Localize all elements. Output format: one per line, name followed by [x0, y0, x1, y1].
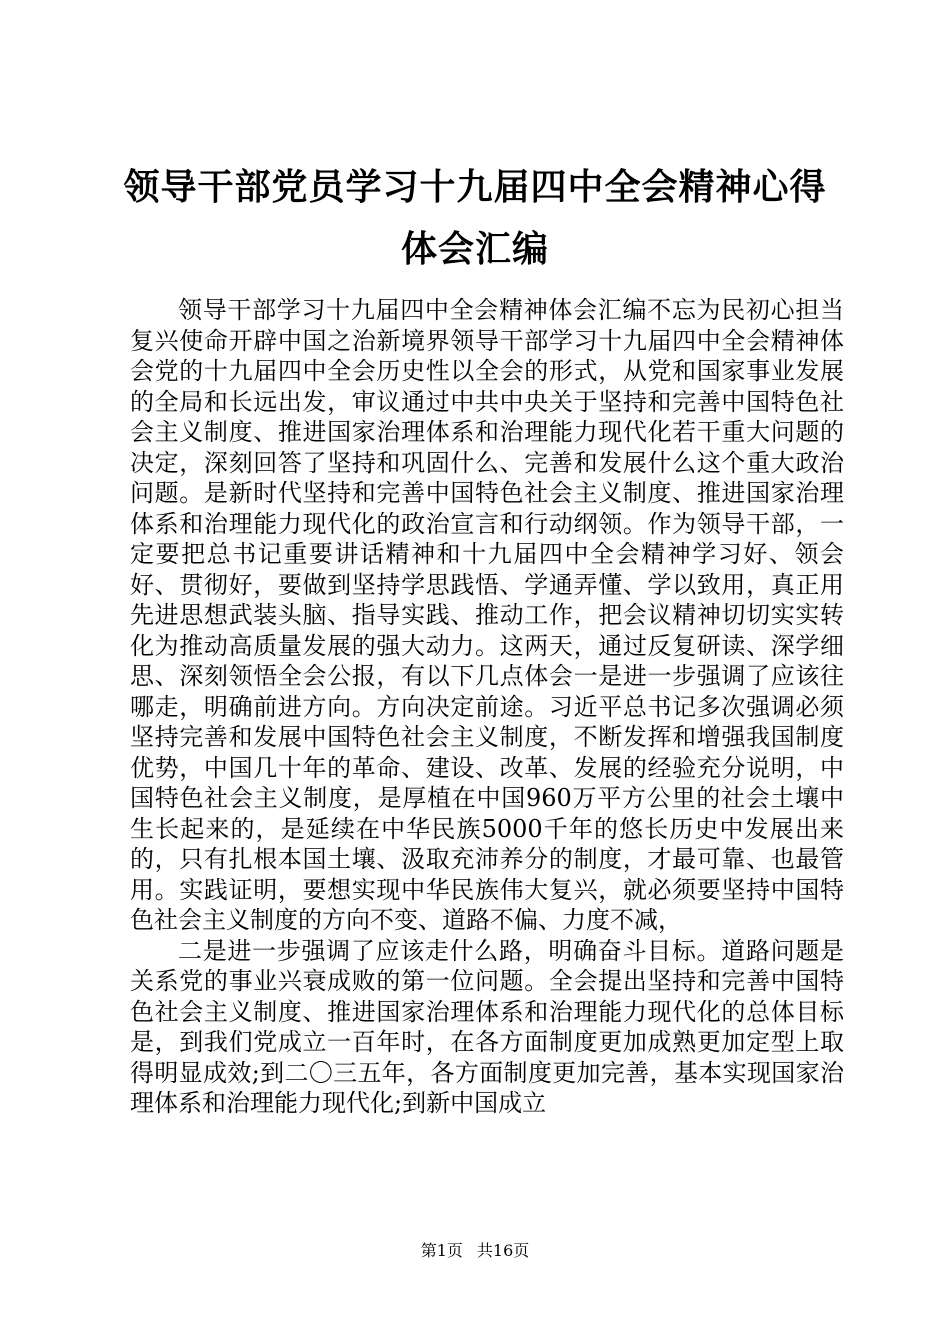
paragraph-2: 二是进一步强调了应该走什么路，明确奋斗目标。道路问题是关系党的事业兴衰成败的第一位问题。全会提出坚持和完善中国特色社会主义制度、推进国家治理体系和治理能力现代化的总体目标是，到我们党成立一百年时，在各方面制度更加成熟更加定型上取得明显成效;到二〇三五年，各方面制度更加完善，基本实现国家治理体系和治理能力现代化;到新中国成立 — [130, 936, 844, 1117]
page-total: 共16页 — [476, 1241, 530, 1260]
document-body — [130, 295, 844, 1119]
paragraph-1: 领导干部学习十九届四中全会精神体会汇编不忘为民初心担当复兴使命开辟中国之治新境界领导干部学习十九届四中全会精神体会党的十九届四中全会历史性以全会的形式，从党和国家事业发展的全局和长远出发，审议通过中共中央关于坚持和完善中国特色社会主义制度、推进国家治理体系和治理能力现代化若干重大问题的决定，深刻回答了坚持和巩固什么、完善和发展什么这个重大政治问题。是新时代坚持和完善中国特色社会主义制度、推进国家治理体系和治理能力现代化的政治宣言和行动纲领。作为领导干部，一定要把总书记重要讲话精神和十九届四中全会精神学习好、领会好、贯彻好，要做到坚持学思践悟、学通弄懂、学以致用，真正用先进思想武装头脑、指导实践、推动工作，把会议精神切切实实转化为推动高质量发展的强大动力。这两天，通过反复研读、深学细思、深刻领悟全会公报，有以下几点体会一是进一步强调了应该往哪走，明确前进方向。方向决定前途。习近平总书记多次强调必须坚持完善和发展中国特色社会主义制度，不断发挥和增强我国制度优势，中国几十年的革命、建设、改革、发展的经验充分说明，中国特色社会主义制度，是厚植在中国960万平方公里的社会土壤中生长起来的，是延续在中华民族5000千年的悠长历史中发展出来的，只有扎根本国土壤、汲取充沛养分的制度，才最可靠、也最管用。实践证明，要想实现中华民族伟大复兴，就必须要坚持中国特色社会主义制度的方向不变、道路不偏、力度不减， — [130, 296, 844, 934]
page-number: 第1页 — [420, 1241, 463, 1260]
document-title: 领导干部党员学习十九届四中全会精神心得体会汇编 — [123, 166, 827, 270]
page-footer — [0, 1241, 950, 1261]
